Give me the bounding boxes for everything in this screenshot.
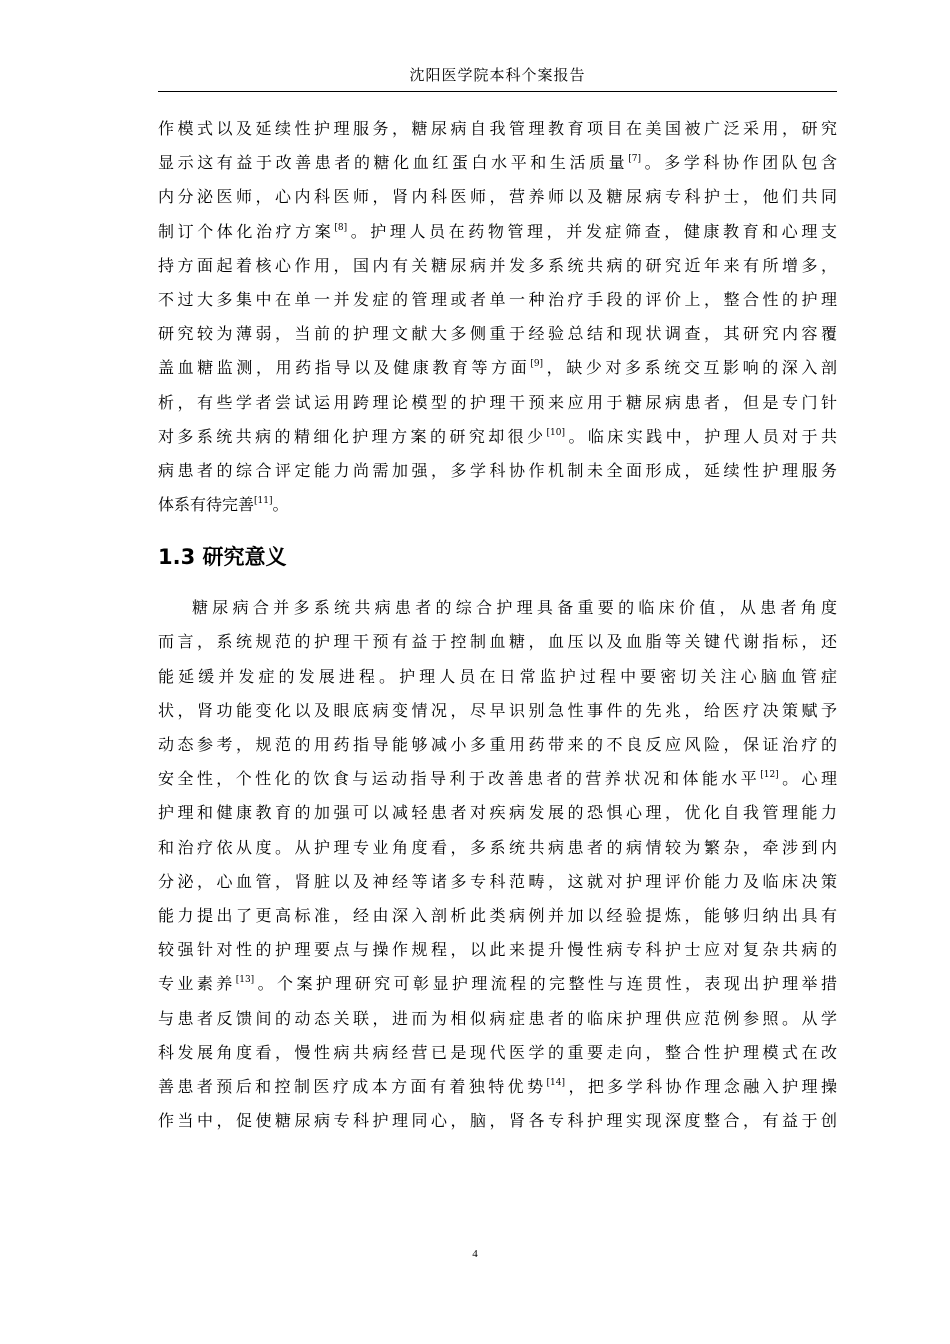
text-line: 作当中，促使糖尿病专科护理同心，脑，肾各专科护理实现深度整合，有益于创 [158,1111,837,1131]
text-line: 对多系统共病的精细化护理方案的研究却很少[10]。临床实践中，护理人员对于共 [158,426,837,446]
text-line: 能延缓并发症的发展进程。护理人员在日常监护过程中要密切关注心脑血管症 [158,666,837,686]
citation-ref: [8] [334,222,348,233]
citation-ref: [12] [760,770,779,781]
text-line: 析，有些学者尝试运用跨理论模型的护理干预来应用于糖尿病患者，但是专门针 [158,392,837,412]
citation-ref: [11] [254,496,273,507]
text-line: 分泌，心血管，肾脏以及神经等诸多专科范畴，这就对护理评价能力及临床决策 [158,871,837,891]
citation-ref: [14] [546,1077,566,1088]
citation-ref: [10] [546,427,566,438]
text-line: 专业素养[13]。个案护理研究可彰显护理流程的完整性与连贯性，表现出护理举措 [158,974,837,994]
header-rule [158,91,837,92]
text-line: 和治疗依从度。从护理专业角度看，多系统共病患者的病情较为繁杂，牵涉到内 [158,837,837,857]
text-line: 病患者的综合评定能力尚需加强，多学科协作机制未全面形成，延续性护理服务 [158,460,837,480]
paragraph-2 [158,591,837,1138]
text-line: 制订个体化治疗方案[8]。护理人员在药物管理，并发症筛查，健康教育和心理支 [158,221,837,241]
text-line: 体系有待完善[11]。 [158,495,289,515]
text-line: 较强针对性的护理要点与操作规程，以此来提升慢性病专科护士应对复杂共病的 [158,940,837,960]
text-line: 而言，系统规范的护理干预有益于控制血糖，血压以及血脂等关键代谢指标，还 [158,632,837,652]
section-heading: 1.3 研究意义 [158,545,287,570]
text-line: 研究较为薄弱，当前的护理文献大多侧重于经验总结和现状调查，其研究内容覆 [158,324,837,344]
text-line: 显示这有益于改善患者的糖化血红蛋白水平和生活质量[7]。多学科协作团队包含 [158,153,837,173]
text-line: 持方面起着核心作用，国内有关糖尿病并发多系统共病的研究近年来有所增多， [158,255,837,275]
text-line: 糖尿病合并多系统共病患者的综合护理具备重要的临床价值，从患者角度 [192,598,837,618]
text-line: 善患者预后和控制医疗成本方面有着独特优势[14]，把多学科协作理念融入护理操 [158,1076,837,1096]
text-line: 能力提出了更高标准，经由深入剖析此类病例并加以经验提炼，能够归纳出具有 [158,905,837,925]
page-header-title: 沈阳医学院本科个案报告 [409,66,586,84]
citation-ref: [9] [530,359,544,370]
text-line: 作模式以及延续性护理服务，糖尿病自我管理教育项目在美国被广泛采用，研究 [158,119,837,138]
citation-ref: [13] [235,975,255,986]
text-line: 状，肾功能变化以及眼底病变情况，尽早识别急性事件的先兆，给医疗决策赋予 [158,700,837,720]
text-line: 护理和健康教育的加强可以减轻患者对疾病发展的恐惧心理，优化自我管理能力 [158,803,837,823]
page-number: 4 [472,1248,478,1260]
paragraph-1 [158,112,837,522]
text-line: 动态参考，规范的用药指导能够减小多重用药带来的不良反应风险，保证治疗的 [158,735,837,754]
text-line: 盖血糖监测，用药指导以及健康教育等方面[9]，缺少对多系统交互影响的深入剖 [158,358,837,378]
citation-ref: [7] [628,154,642,165]
text-line: 安全性，个性化的饮食与运动指导利于改善患者的营养状况和体能水平[12]。心理 [158,769,837,789]
text-line: 内分泌医师，心内科医师，肾内科医师，营养师以及糖尿病专科护士，他们共同 [158,187,837,207]
text-line: 不过大多集中在单一并发症的管理或者单一种治疗手段的评价上，整合性的护理 [158,289,837,309]
text-line: 与患者反馈间的动态关联，进而为相似病症患者的临床护理供应范例参照。从学 [158,1008,837,1028]
text-line: 科发展角度看，慢性病共病经营已是现代医学的重要走向，整合性护理模式在改 [158,1042,837,1062]
document-body [158,112,837,1138]
